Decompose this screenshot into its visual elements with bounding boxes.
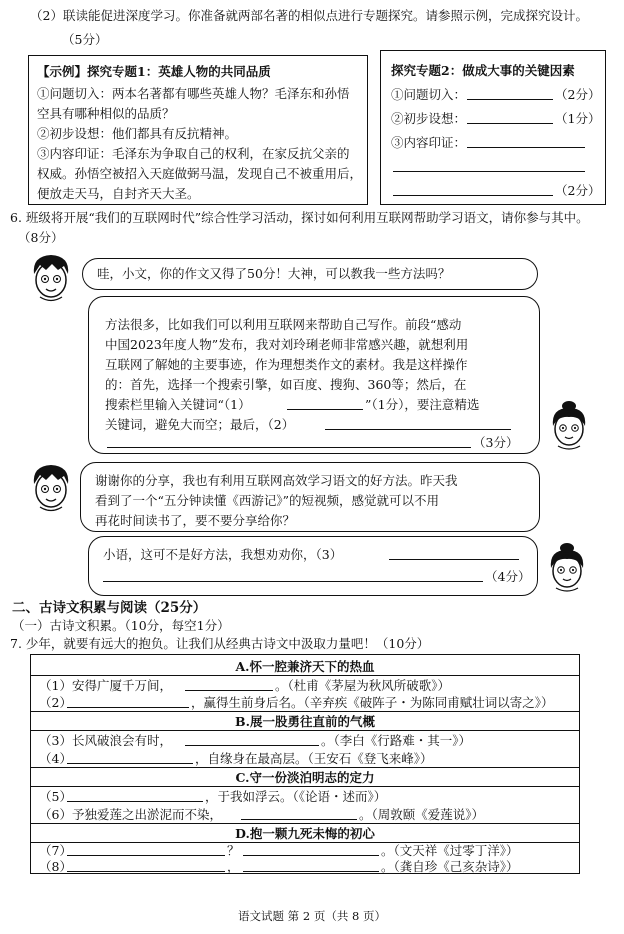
girl-avatar-icon [548,400,590,452]
answer-blank[interactable] [287,409,363,410]
line-text: ，赢得生前身后名。（辛弃疾《破阵子・为陈同甫赋壮词以寄之》） [191,695,554,710]
line-text: ， [227,859,240,874]
dialog-text: 中国2023年度人物”发布，我对刘玲琍老师非常感兴趣，就想利用 [105,337,469,352]
answer-blank[interactable] [243,871,379,872]
answer-blank[interactable] [107,447,471,448]
line-text: ？ [227,843,240,858]
page-footer: 语文试题 第 2 页（共 8 页） [238,909,386,923]
topic2-box [380,50,606,205]
speech-bubble [82,258,538,290]
section-title: 二、古诗文积累与阅读（25分） [12,600,207,616]
table-section-title: D.抱一颗九死未悔的初心 [235,826,375,841]
line-text: 。（文天祥《过零丁洋》） [381,843,519,858]
girl-avatar-icon [546,542,588,594]
topic2-line: ②初步设想： [391,111,467,126]
dialog-text: 谢谢你的分享，我也有利用互联网高效学习语文的好方法。昨天我 [95,473,458,488]
answer-blank[interactable] [67,855,225,856]
q6-score: （8分） [18,230,64,245]
answer-blank[interactable] [243,855,379,856]
table-section-title: A.怀一腔兼济天下的热血 [235,659,375,674]
speech-bubble [88,296,540,454]
dialog-text: 哇，小文，你的作文又得了50分！大神，可以教我一些方法吗？ [97,266,451,281]
dialog-score: （3分） [473,435,519,450]
dialog-text: 的：首先，选择一个搜索引擎，如百度、搜狗、360等；然后，在 [105,377,467,392]
q2-intro: （2）联读能促进深度学习。你准备就两部名著的相似点进行专题探究。请参照示例，完成探究设计。 [30,8,588,23]
speech-bubble [88,536,538,596]
answer-blank[interactable] [467,147,585,148]
line-text: 。（龚自珍《己亥杂诗》） [381,859,519,874]
speech-bubble [80,462,540,532]
table-section-title: C.守一份淡泊明志的定力 [235,770,375,785]
boy-avatar-icon [28,462,74,516]
poetry-table [30,654,580,874]
dialog-text: 看到了一个“五分钟读懂《西游记》”的短视频，感觉就可以不用 [95,493,440,508]
dialog-text: 互联网了解她的主要事迹，作为理想类作文的素材。我是这样操作 [105,357,468,372]
example-box [28,55,368,205]
example-line: ③内容印证：毛泽东为争取自己的权利，在家反抗父亲的 [37,146,350,161]
answer-blank[interactable] [185,745,319,746]
line-text: ，自缘身在最高层。（王安石《登飞来峰》） [195,751,433,766]
dialog-score: （4分） [485,569,531,584]
line-text: （1）安得广厦千万间， [39,678,172,693]
line-text: （5） [39,789,72,804]
line-text: （8） [39,859,72,874]
line-text: （6）予独爱莲之出淤泥而不染， [39,807,222,822]
example-line: 空具有哪种相似的品质？ [37,106,175,121]
answer-blank[interactable] [389,559,519,560]
section-subtitle: （一）古诗文积累。（10分，每空1分） [12,618,230,633]
answer-blank[interactable] [241,819,357,820]
table-section-title: B.展一股勇往直前的气概 [235,714,375,729]
dialog-text: 再花时间读书了，要不要分享给你？ [95,513,296,528]
line-text: ，于我如浮云。（《论语・述而》） [205,789,387,804]
answer-blank[interactable] [467,99,553,100]
q7-intro: 7. 少年，就要有远大的抱负。让我们从经典古诗文中汲取力量吧！（10分） [10,636,430,651]
line-text: （2） [39,695,72,710]
answer-blank[interactable] [185,690,273,691]
topic2-title: 探究专题2：做成大事的关键因素 [391,63,575,78]
line-text: （4） [39,751,72,766]
answer-blank[interactable] [325,429,511,430]
dialog-text: 关键词，避免大而空；最后，（2） [105,417,295,432]
answer-blank[interactable] [393,171,585,172]
dialog-text: 搜索栏里输入关键词“（1） [105,397,251,412]
topic2-score: （1分） [555,111,601,126]
example-line: 便放走天马，自封齐天大圣。 [37,186,200,201]
example-line: 权威。孙悟空被招入天庭做弼马温，发现自己不被重用后， [37,166,363,181]
line-text: （3）长风破浪会有时， [39,733,172,748]
topic2-score: （2分） [555,87,601,102]
example-line: ①问题切入：两本名著都有哪些英雄人物？毛泽东和孙悟 [37,86,350,101]
line-text: 。（周敦颐《爱莲说》） [359,807,485,822]
topic2-line: ①问题切入： [391,87,467,102]
dialog-text: ”（1分），要注意精选 [365,397,480,412]
q6-intro: 6. 班级将开展“我们的互联网时代”综合性学习活动，探讨如何利用互联网帮助学习语文，请你参与其中。 [10,210,589,225]
answer-blank[interactable] [67,707,189,708]
topic2-line: ③内容印证： [391,135,467,150]
line-text: 。（李白《行路难・其一》） [321,733,472,748]
answer-blank[interactable] [393,195,553,196]
answer-blank[interactable] [467,123,553,124]
dialog-text: 小语，这可不是好方法，我想劝劝你，（3） [103,547,343,562]
line-text: 。（杜甫《茅屋为秋风所破歌》） [275,678,451,693]
boy-avatar-icon [28,252,74,306]
topic2-score: （2分） [555,183,601,198]
example-line: ②初步设想：他们都具有反抗精神。 [37,126,238,141]
answer-blank[interactable] [67,801,203,802]
line-text: （7） [39,843,72,858]
answer-blank[interactable] [67,871,225,872]
answer-blank[interactable] [67,763,193,764]
dialog-text: 方法很多，比如我们可以利用互联网来帮助自己写作。前段“感动 [105,317,462,332]
q2-score: （5分） [62,32,108,47]
example-title: 【示例】探究专题1：英雄人物的共同品质 [37,64,271,79]
answer-blank[interactable] [103,581,483,582]
